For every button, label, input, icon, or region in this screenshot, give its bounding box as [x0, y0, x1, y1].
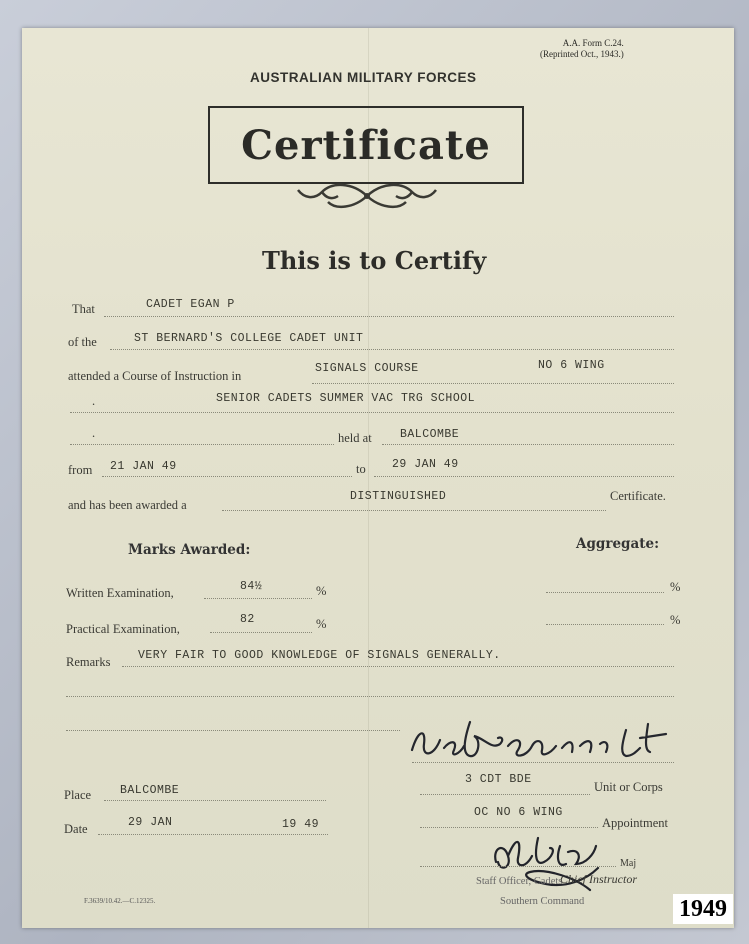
from-line — [102, 476, 352, 477]
from-value: 21 JAN 49 — [110, 460, 177, 473]
unit-value: 3 CDT BDE — [465, 773, 532, 786]
date-line — [98, 834, 328, 835]
officer-signature-icon — [404, 710, 684, 770]
remarks-line-1 — [122, 666, 674, 667]
signature-line — [412, 762, 674, 763]
that-label: That — [72, 302, 95, 316]
date-label: Date — [64, 822, 88, 836]
practical-percent: % — [316, 617, 327, 631]
maj-label: Maj — [620, 858, 637, 869]
aggregate-heading: Aggregate: — [576, 536, 660, 552]
line2-line — [70, 412, 674, 413]
line3-line — [70, 444, 334, 445]
place-line — [104, 800, 326, 801]
awarded-line — [222, 510, 606, 511]
practical-value: 82 — [240, 613, 255, 626]
line2-value: SENIOR CADETS SUMMER VAC TRG SCHOOL — [216, 392, 476, 405]
remarks-label: Remarks — [66, 655, 111, 669]
from-label: from — [68, 463, 93, 477]
line3-dot: . — [92, 426, 96, 440]
of-the-value: ST BERNARD'S COLLEGE CADET UNIT — [134, 332, 364, 345]
that-value: CADET EGAN P — [146, 298, 235, 311]
certificate-title-box — [208, 106, 524, 184]
chief-instructor-label: Chief Instructor — [560, 872, 637, 886]
of-the-line — [110, 349, 674, 350]
staff-officer-label: Staff Officer, Cadets — [476, 876, 563, 887]
certificate-label: Certificate. — [610, 489, 666, 503]
attended-label: attended a Course of Instruction in — [68, 369, 242, 383]
wing-value: NO 6 WING — [538, 359, 605, 372]
southern-command-label: Southern Command — [500, 896, 585, 907]
aggregate-practical-line — [546, 624, 664, 625]
written-percent: % — [316, 584, 327, 598]
to-label: to — [356, 462, 366, 476]
written-label: Written Examination, — [66, 586, 174, 600]
aggregate-practical-percent: % — [670, 613, 681, 627]
instructor-line — [420, 866, 616, 867]
written-line — [204, 598, 312, 599]
certificate-title: Certificate — [241, 121, 491, 169]
org-heading: AUSTRALIAN MILITARY FORCES — [250, 70, 477, 85]
practical-line — [210, 632, 312, 633]
course-value: SIGNALS COURSE — [315, 362, 419, 375]
marks-heading: Marks Awarded: — [128, 542, 251, 558]
attended-line — [312, 383, 674, 384]
awarded-label: and has been awarded a — [68, 498, 187, 512]
to-value: 29 JAN 49 — [392, 458, 459, 471]
place-value: BALCOMBE — [120, 784, 180, 797]
held-line — [382, 444, 674, 445]
practical-label: Practical Examination, — [66, 622, 180, 636]
line2-dot: . — [92, 394, 96, 408]
held-value: BALCOMBE — [400, 428, 460, 441]
aggregate-written-percent: % — [670, 580, 681, 594]
appointment-label: Appointment — [602, 816, 668, 830]
instructor-signature-icon — [486, 828, 636, 898]
appointment-value: OC NO 6 WING — [474, 806, 563, 819]
year-badge: 1949 — [673, 894, 733, 924]
certify-heading: This is to Certify — [262, 246, 487, 275]
remarks-line-2 — [66, 696, 674, 697]
form-number-line: A.A. Form C.24. — [562, 38, 624, 48]
aggregate-written-line — [546, 592, 664, 593]
remarks-line-3 — [66, 730, 400, 731]
form-number — [540, 38, 624, 60]
ornament-flourish-icon — [292, 178, 442, 214]
unit-label: Unit or Corps — [594, 780, 663, 794]
held-label: held at — [338, 431, 372, 445]
place-label: Place — [64, 788, 92, 802]
to-line — [374, 476, 674, 477]
remarks-value: VERY FAIR TO GOOD KNOWLEDGE OF SIGNALS GENERALLY. — [138, 649, 501, 662]
written-value: 84½ — [240, 580, 263, 593]
date-value: 29 JAN — [128, 816, 173, 829]
unit-line — [420, 794, 590, 795]
of-the-label: of the — [68, 335, 97, 349]
form-code: F.3639/10.42.—C.12325. — [84, 897, 156, 905]
form-reprint-line: (Reprinted Oct., 1943.) — [540, 49, 624, 59]
year-value: 19 49 — [282, 818, 320, 831]
awarded-value: DISTINGUISHED — [350, 490, 447, 503]
that-line — [104, 316, 674, 317]
